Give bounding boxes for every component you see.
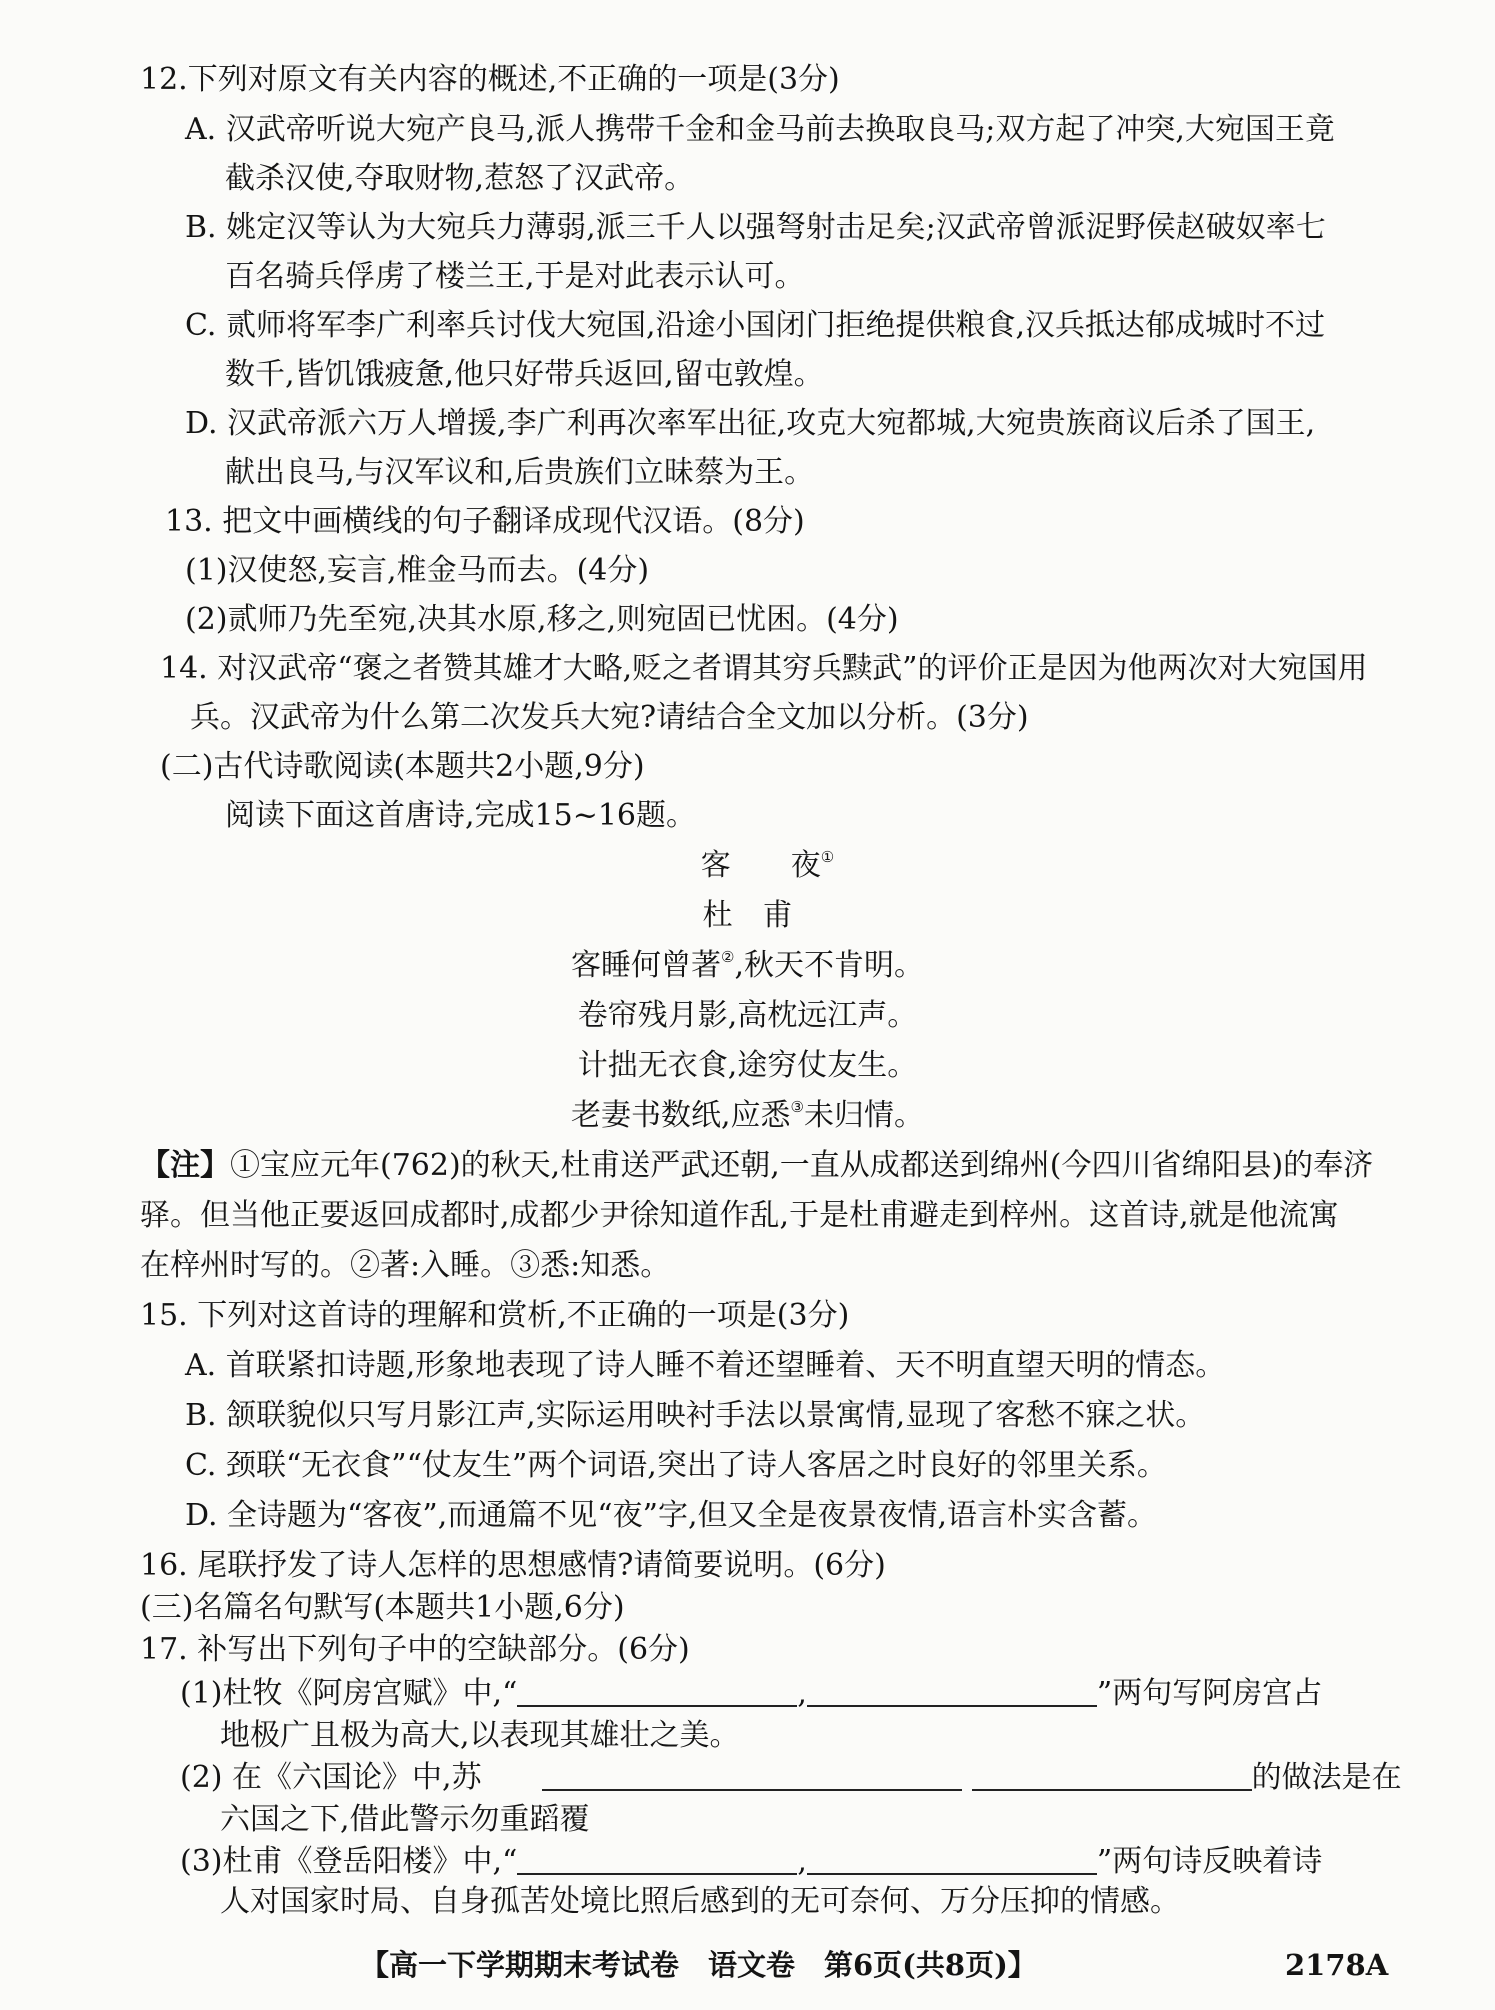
note-label: 【注】 [140,1148,230,1183]
answer-blank[interactable] [807,1873,1097,1875]
poem-author: 杜 甫 [702,898,793,933]
q17-item-2: (2) 在《六国论》中,苏 的做法是在 [180,1760,1402,1795]
answer-blank[interactable] [542,1789,962,1791]
answer-blank[interactable] [517,1873,797,1875]
poem-line-1: 客睡何曾著②,秋天不肯明。 [571,948,924,983]
section-2-heading: (二)古代诗歌阅读(本题共2小题,9分) [160,749,645,784]
q13-stem: 13. 把文中画横线的句子翻译成现代汉语。(8分) [165,504,805,539]
q14-line-2: 兵。汉武帝为什么第二次发兵大宛?请结合全文加以分析。(3分) [190,700,1029,735]
q15-option-b: B. 颔联貌似只写月影江声,实际运用映衬手法以景寓情,显现了客愁不寐之状。 [185,1398,1206,1433]
q17-stem: 17. 补写出下列句子中的空缺部分。(6分) [140,1632,690,1667]
note-line-1: 【注】①宝应元年(762)的秋天,杜甫送严武还朝,一直从成都送到绵州(今四川省绵阳县)的奉济 [140,1148,1374,1183]
answer-blank[interactable] [517,1705,797,1707]
poem-line-3: 计拙无衣食,途穷仗友生。 [577,1048,918,1083]
q17-item-2-cont: 六国之下,借此警示勿重蹈覆 [220,1802,590,1837]
q12-option-a: A. 汉武帝听说大宛产良马,派人携带千金和金马前去换取良马;双方起了冲突,大宛国王竟 [185,112,1335,147]
q12-option-c-cont: 数千,皆饥饿疲惫,他只好带兵返回,留屯敦煌。 [225,357,824,392]
q17-item-1: (1)杜牧《阿房宫赋》中,“ , ”两句写阿房宫占 [180,1676,1323,1711]
note-line-2: 驿。但当他正要返回成都时,成都少尹徐知道作乱,于是杜甫避走到梓州。这首诗,就是他流寓 [140,1198,1339,1233]
q14-line-1: 14. 对汉武帝“褒之者赞其雄才大略,贬之者谓其穷兵黩武”的评价正是因为他两次对大宛国用 [160,651,1368,686]
q17-item-3-cont: 人对国家时局、自身孤苦处境比照后感到的无可奈何、万分压抑的情感。 [220,1884,1180,1919]
answer-blank[interactable] [972,1789,1252,1791]
poem-line-4: 老妻书数纸,应悉③未归情。 [571,1098,924,1133]
q12-option-b-cont: 百名骑兵俘虏了楼兰王,于是对此表示认可。 [225,259,805,294]
q17-item-3: (3)杜甫《登岳阳楼》中,“ , ”两句诗反映着诗 [180,1844,1323,1879]
q15-option-c: C. 颈联“无衣食”“仗友生”两个词语,突出了诗人客居之时良好的邻里关系。 [185,1448,1167,1483]
q15-option-a: A. 首联紧扣诗题,形象地表现了诗人睡不着还望睡着、天不明直望天明的情态。 [185,1348,1226,1383]
q12-option-c: C. 贰师将军李广利率兵讨伐大宛国,沿途小国闭门拒绝提供粮食,汉兵抵达郁成城时不过 [185,308,1326,343]
poem-title: 客 夜① [700,848,835,883]
q12-option-a-cont: 截杀汉使,夺取财物,惹怒了汉武帝。 [225,161,695,196]
q15-stem: 15. 下列对这首诗的理解和赏析,不正确的一项是(3分) [140,1298,850,1333]
footer-code: 2178A [1285,1948,1389,1982]
q17-item-1-cont: 地极广且极为高大,以表现其雄壮之美。 [220,1718,740,1753]
q15-option-d: D. 全诗题为“客夜”,而通篇不见“夜”字,但又全是夜景夜情,语言朴实含蓄。 [185,1498,1158,1533]
question-16: 16. 尾联抒发了诗人怎样的思想感情?请简要说明。(6分) [140,1548,886,1583]
note-line-3: 在梓州时写的。②著:入睡。③悉:知悉。 [140,1248,671,1283]
answer-blank[interactable] [807,1705,1097,1707]
q12-option-d: D. 汉武帝派六万人增援,李广利再次率军出征,攻克大宛都城,大宛贵族商议后杀了国王, [185,406,1316,441]
q12-option-b: B. 姚定汉等认为大宛兵力薄弱,派三千人以强弩射击足矣;汉武帝曾派浞野侯赵破奴率七 [185,210,1326,245]
q12-option-d-cont: 献出良马,与汉军议和,后贵族们立昧蔡为王。 [225,455,815,490]
q12-stem: 12.下列对原文有关内容的概述,不正确的一项是(3分) [140,62,840,97]
section-3-heading: (三)名篇名句默写(本题共1小题,6分) [140,1590,625,1625]
q13-sentence-2: (2)贰师乃先至宛,决其水原,移之,则宛固已忧困。(4分) [185,602,899,637]
poem-line-2: 卷帘残月影,高枕远江声。 [577,998,918,1033]
footer-page-info: 【高一下学期期末考试卷 语文卷 第6页(共8页)】 [360,1948,1037,1982]
q13-sentence-1: (1)汉使怒,妄言,椎金马而去。(4分) [185,553,650,588]
poem-instructions: 阅读下面这首唐诗,完成15~16题。 [225,798,697,833]
